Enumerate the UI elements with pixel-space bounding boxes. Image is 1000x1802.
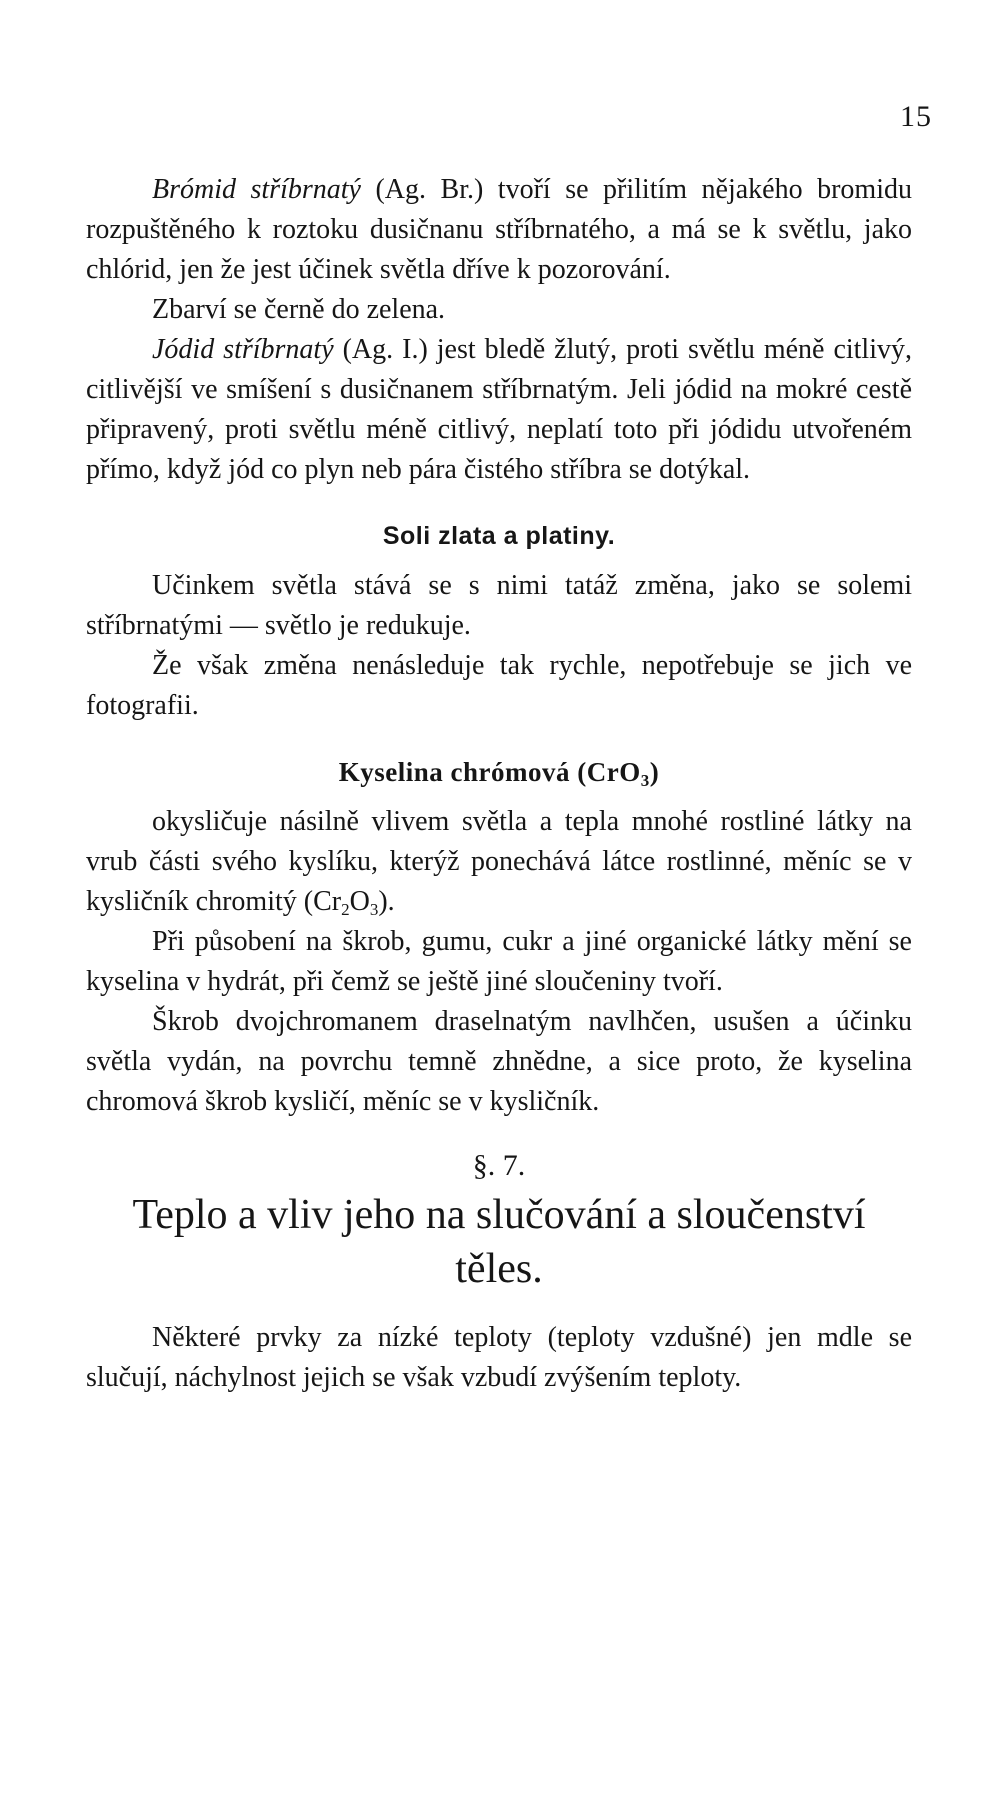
chapter-title: Teplo a vliv jeho na slučování a sloučenství těles. [132, 1192, 866, 1292]
paragraph-okyslicuje [86, 802, 912, 922]
paragraph-ze-vsak: Že však změna nenásleduje tak rychle, nepotřebuje se jich ve fotografii. [86, 650, 912, 721]
heading-soli-zlata: Soli zlata a platiny. [382, 522, 616, 550]
paragraph-ucinkem: Učinkem světla stává se s nimi tatáž změna, jako se solemi stříbrnatými — světlo je redukuje. [86, 570, 912, 641]
paragraph-okyslicuje-text-c: ). [378, 886, 395, 917]
paragraph-okyslicuje-text-b: O [349, 886, 370, 917]
page-body [86, 170, 912, 1398]
paragraph-bromid [86, 170, 912, 290]
formula-subscript-b: 3 [369, 900, 379, 919]
paragraph-okyslicuje-text-a: okysličuje násilně vlivem světla a tepla mnohé rostliné látky na vrub části svého kyslíku, kterýž ponechává látce rostlinné, měníc se v kysličník chromitý (Cr [86, 806, 912, 917]
page-number: 15 [900, 100, 932, 133]
paragraph-bromid-text: (Ag. Br.) tvoří se přilitím nějakého bromidu rozpuštěného k roztoku dusičnanu stříbrnatého, a má se k světlu, jako chlórid, jen že jest účinek světla dříve k pozorování. [86, 174, 912, 285]
heading-kyselina-suffix: ) [649, 757, 660, 787]
paragraph-zbarvi: Zbarví se černě do zelena. [152, 294, 446, 325]
heading-kyselina-chromova [86, 752, 912, 792]
paragraph-pri-pusobeni: Při působení na škrob, gumu, cukr a jiné organické látky mění se kyselina v hydrát, při čemž se ještě jiné sloučeniny tvoří. [86, 926, 912, 997]
heading-kyselina-subscript: 3 [640, 771, 650, 790]
formula-subscript-a: 2 [341, 900, 350, 919]
paragraph-jodid [86, 330, 912, 490]
heading-kyselina-prefix: Kyselina chrómová (CrO [338, 757, 641, 787]
paragraph-skrob: Škrob dvojchromanem draselnatým navlhčen, usušen a účinku světla vydán, na povrchu temně zhnědne, a sice proto, že kyselina chromová škrob kysličí, měníc se v kysličník. [86, 1006, 912, 1117]
paragraph-jodid-text: (Ag. I.) jest bledě žlutý, proti světlu méně citlivý, citlivější ve smíšení s dusičnanem stříbrnatým. Jeli jódid na mokré cestě připravený, proti světlu méně citlivý, neplatí toto při jódidu utvořeném přímo, když jód co plyn neb pára čistého stříbra se dotýkal. [86, 334, 912, 485]
paragraph-nektere-prvky: Některé prvky za nízké teploty (teploty vzdušné) jen mdle se slučují, náchylnost jejich se však vzbudí zvýšením teploty. [86, 1322, 912, 1393]
section-number: §. 7. [472, 1149, 526, 1182]
term-bromid: Brómid stříbrnatý [152, 174, 361, 205]
term-jodid: Jódid stříbrnatý [152, 334, 334, 365]
